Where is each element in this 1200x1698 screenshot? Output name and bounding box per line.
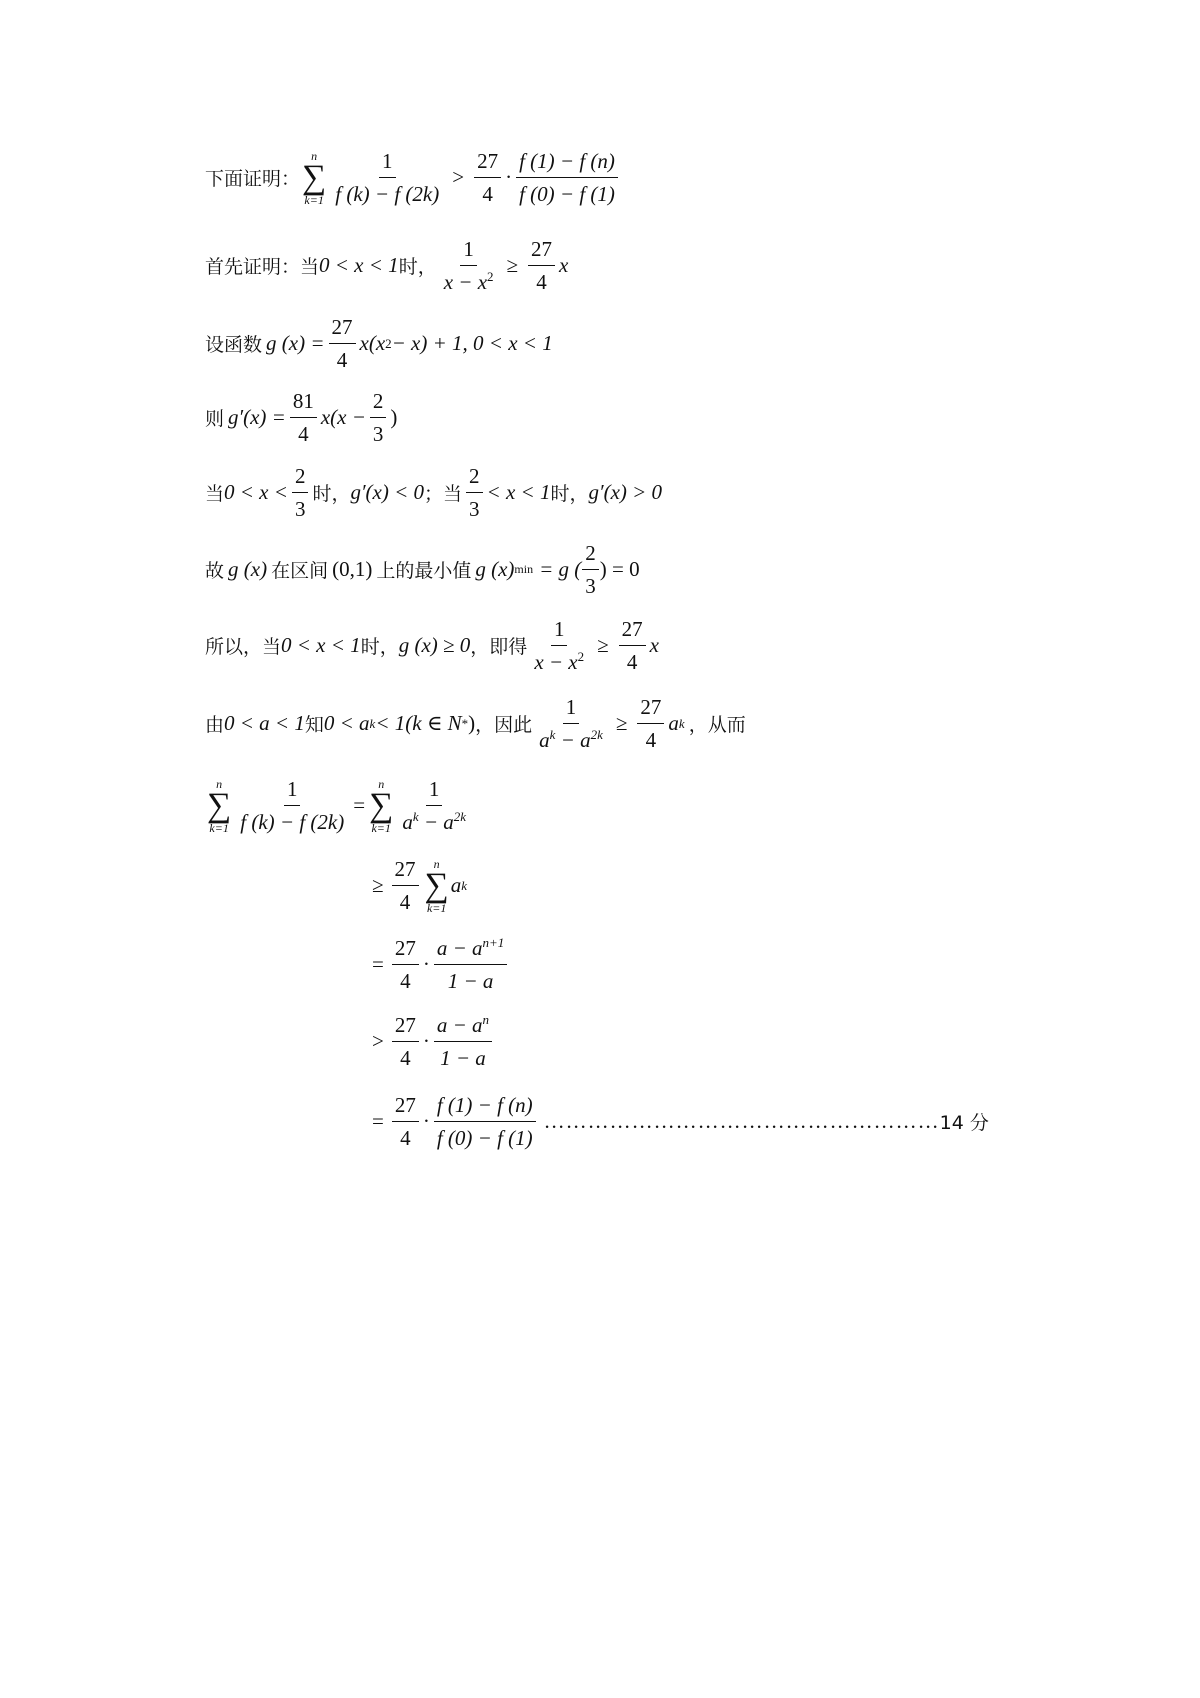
fraction: $\frac{1}{f (k) - f (2k)}$ [335,149,440,207]
fraction: $\frac{2}{3}$ [370,388,387,448]
constant-fraction: $\frac{27}{4}$ [392,856,419,916]
chain-step-4: > $\frac{27}{4}$ · $\frac{a - a^n}{1 - a}$ [372,1012,496,1072]
conclusion-line: 所以，当 0 < x < 1 时， g (x) ≥ 0 ，即得 $\frac{1}{x - x^2}$ ≥ $\frac{27}{4}$ x [205,617,659,675]
chain-step-2: ≥ $\frac{27}{4}$ n ∑ k=1 a k [372,856,468,915]
chain-step-1: n ∑ k=1 $\frac{1}{f (k) - f (2k)}$ = n ∑ k=1 $\frac{1}{a^k - a^{2k}}$ [205,776,473,836]
proof-label: 下面证明： [205,168,301,191]
constant-fraction: $\frac{27}{4}$ [392,935,419,995]
fraction: $\frac{1}{f (k) - f (2k)}$ [240,777,345,835]
sequence-line: 由 0 < a < 1 知 0 < a k < 1(k ∈ N * ) ，因此 $\frac{1}{a^k - a^{2k}}$ ≥ $\frac{27}{4}$ a k ，从而 [205,695,746,753]
constant-fraction: $\frac{27}{4}$ [392,1092,419,1152]
chain-step-3: = $\frac{27}{4}$ · $\frac{a - a^{n+1}}{1 - a}$ [372,935,511,995]
constant-fraction: $\frac{27}{4}$ [329,314,356,374]
function-definition-line: 设函数 g (x) = $\frac{27}{4}$ x(x 2 − x) + 1, 0 < x < 1 [205,315,553,373]
fraction: $\frac{a - a^{n+1}}{1 - a}$ [434,935,507,995]
fraction: $\frac{f (1) - f (n)}{f (0) - f (1)}$ [516,148,618,208]
monotonicity-line: 当 0 < x < $\frac{2}{3}$ 时， g′(x) < 0 ；当 $\frac{2}{3}$ < x < 1 时， g′(x) > 0 [205,464,663,522]
fraction: $\frac{1}{x - x^2}$ [443,237,494,295]
constant-fraction: $\frac{81}{4}$ [290,388,317,448]
fraction: $\frac{1}{a^k - a^{2k}}$ [539,695,603,753]
constant-fraction: $\frac{27}{4}$ [474,148,501,208]
fraction: $\frac{2}{3}$ [292,463,309,523]
summation: n ∑ k=1 [424,856,449,915]
summation: n ∑ k=1 [369,776,394,835]
fraction: $\frac{f (1) - f (n)}{f (0) - f (1)}$ [434,1092,536,1152]
constant-fraction: $\frac{27}{4}$ [392,1012,419,1072]
fraction: $\frac{a - a^n}{1 - a}$ [434,1012,492,1072]
chain-step-5: = $\frac{27}{4}$ · $\frac{f (1) - f (n)}{f (0) - f (1)}$ ……………………………………………… 14 分 [372,1093,989,1151]
lemma-line: 首先证明：当 0 < x < 1 时， $\frac{1}{x - x^2}$ ≥ $\frac{27}{4}$ x [205,237,569,295]
minimum-line: 故 g (x) 在区间 (0,1) 上的最小值 g (x) min = g ( $\frac{2}{3}$ ) = 0 [205,541,640,599]
score-label: 14 分 [939,1112,989,1135]
constant-fraction: $\frac{27}{4}$ [619,616,646,676]
derivative-line: 则 g′(x) = $\frac{81}{4}$ x(x − $\frac{2}{3}$ ) [205,389,398,447]
summation: n ∑ k=1 [302,148,327,207]
summation: n ∑ k=1 [207,776,232,835]
proof-statement-line: 下面证明： n ∑ k=1 $\frac{1}{f (k) - f (2k)}$ > $\frac{27}{4}$ · $\frac{f (1) - f (n)}{f (0) - f (1)}$ [205,148,622,208]
fraction: $\frac{1}{x - x^2}$ [534,617,585,675]
constant-fraction: $\frac{27}{4}$ [637,694,664,754]
leader-dots: ……………………………………………… [543,1109,940,1134]
fraction: $\frac{1}{a^k - a^{2k}}$ [402,777,467,835]
constant-fraction: $\frac{27}{4}$ [528,236,555,296]
fraction: $\frac{2}{3}$ [466,463,483,523]
fraction: $\frac{2}{3}$ [582,540,599,600]
